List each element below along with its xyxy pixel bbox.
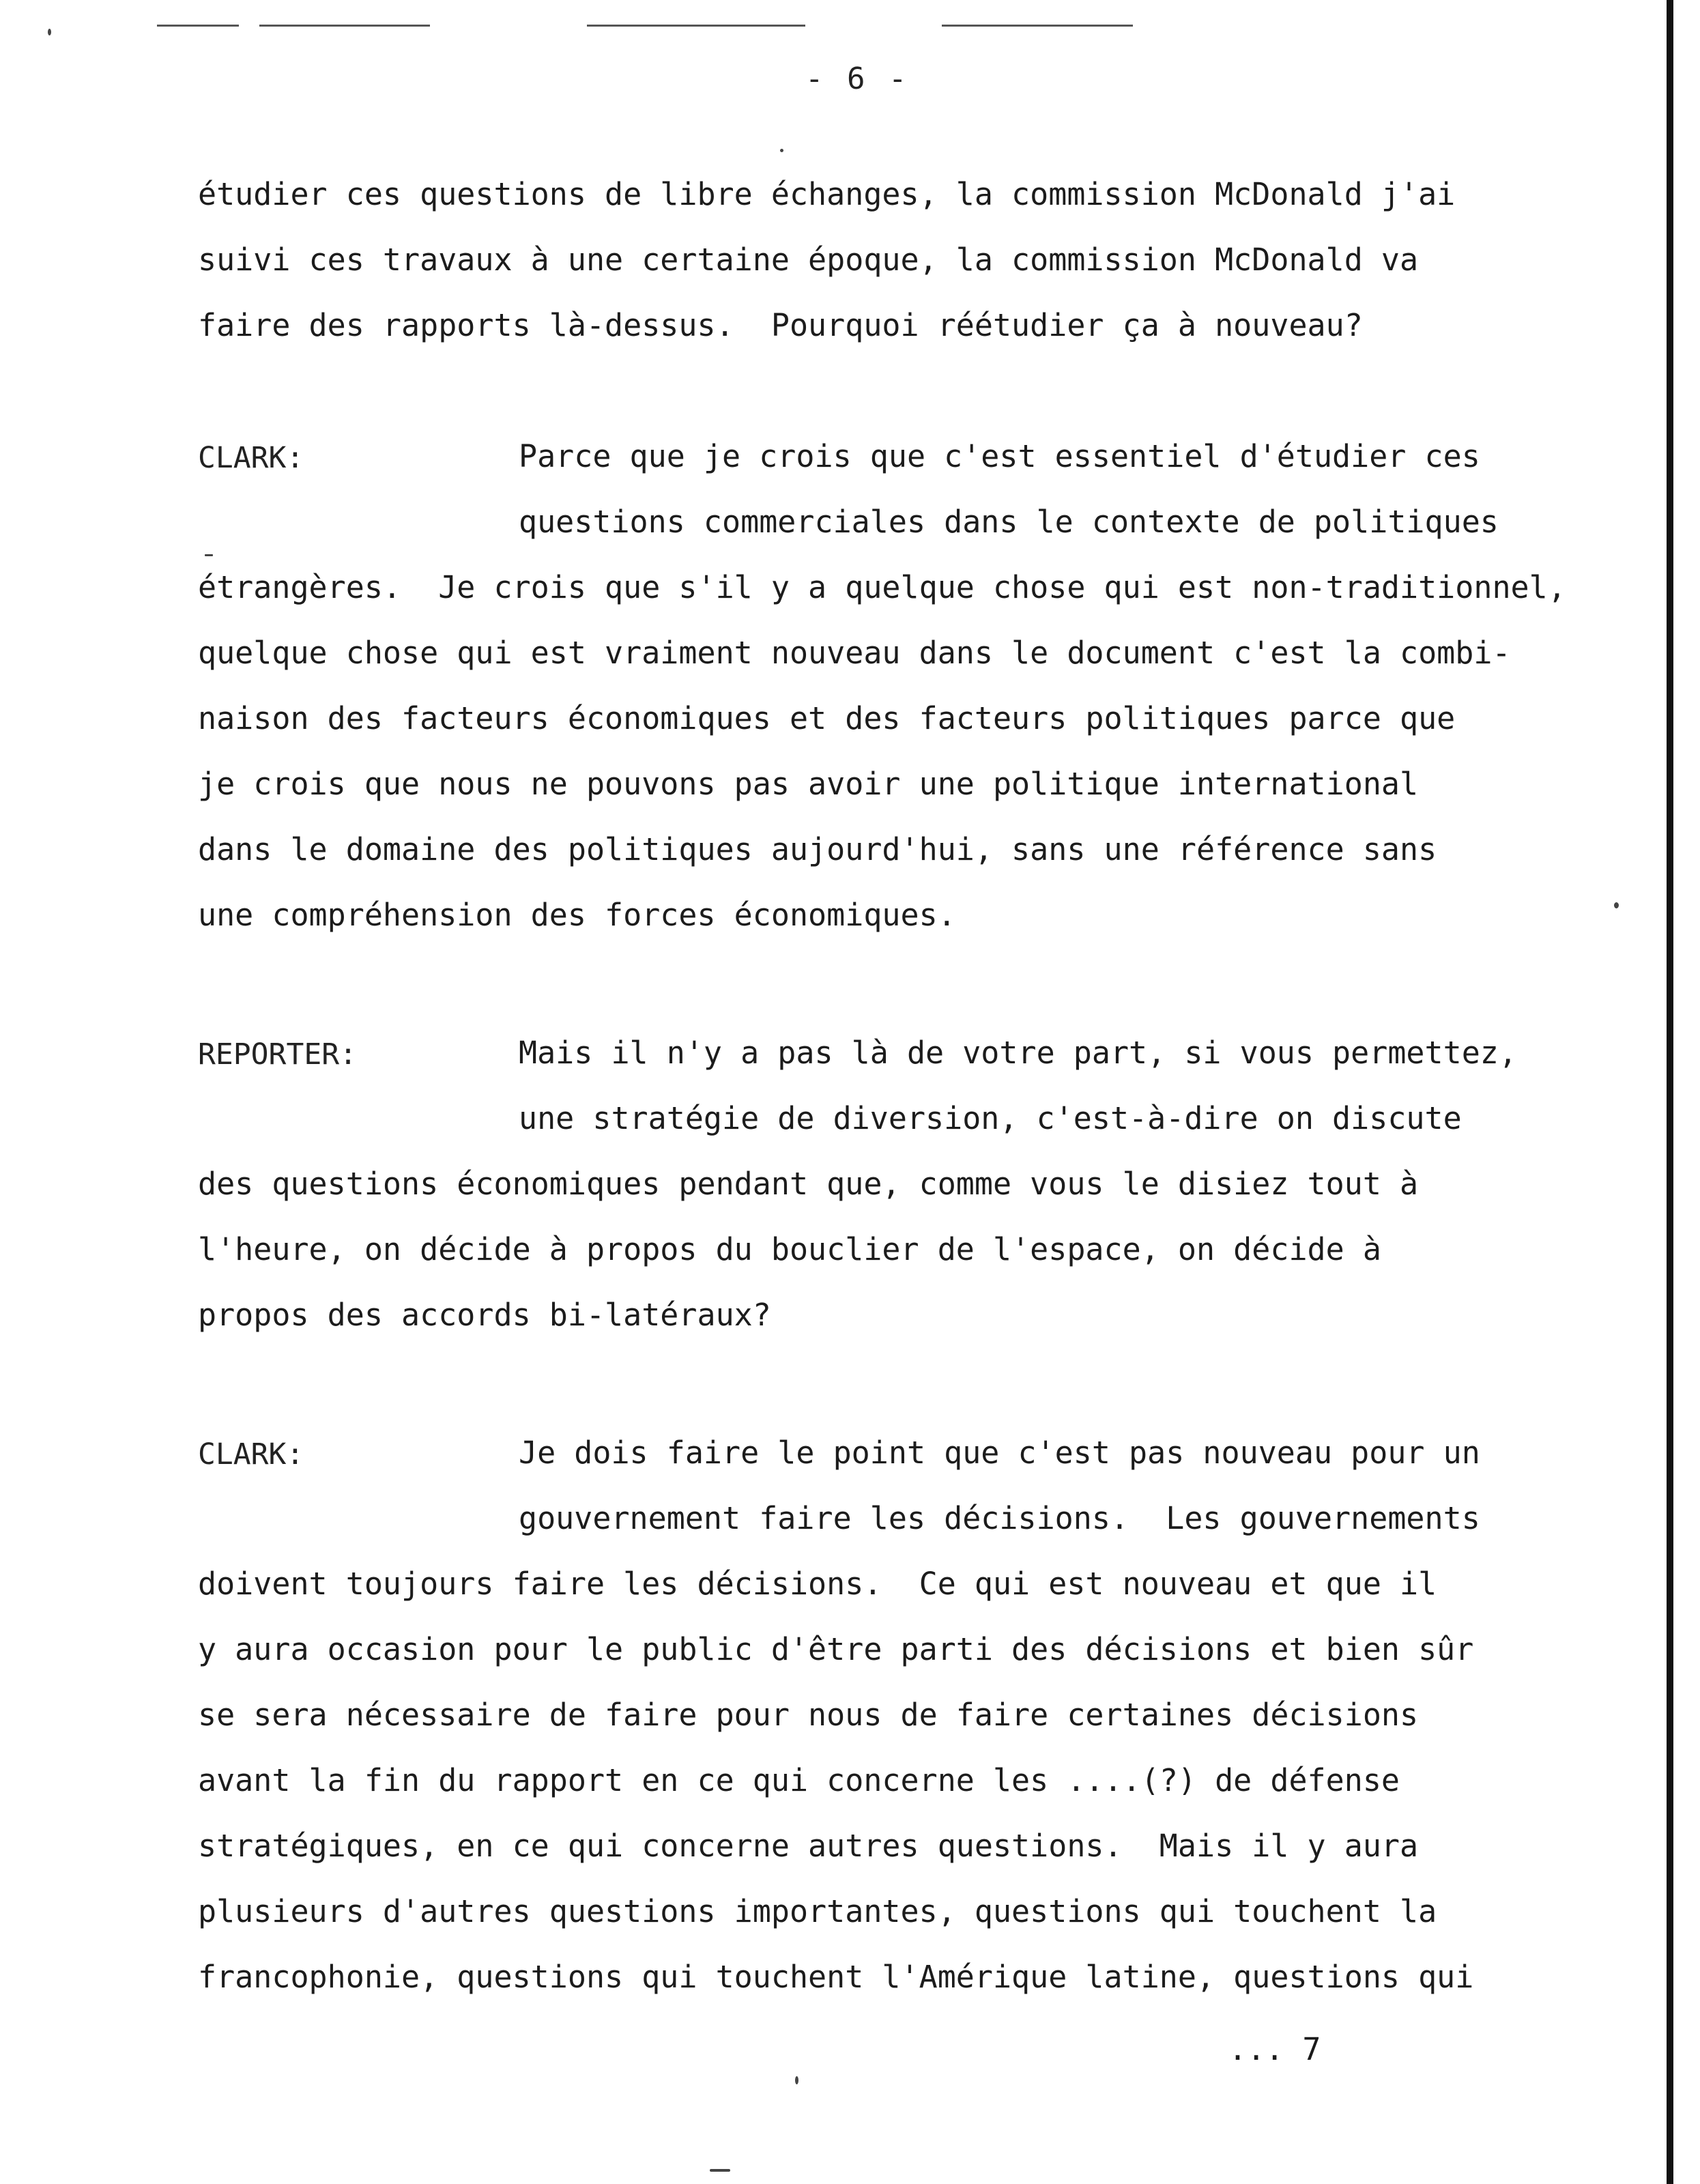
scan-speck	[795, 2076, 798, 2084]
scan-speck	[710, 2169, 730, 2172]
body-line: l'heure, on décide à propos du bouclier de l'espace, on décide à	[198, 1231, 1381, 1267]
speaker-label: REPORTER:	[198, 1037, 357, 1072]
body-line: une stratégie de diversion, c'est-à-dire on discute	[519, 1100, 1462, 1136]
body-line: Parce que je crois que c'est essentiel d'étudier ces	[519, 438, 1480, 474]
body-line: étrangères. Je crois que s'il y a quelque chose qui est non-traditionnel,	[198, 569, 1566, 605]
page-number: - 6 -	[805, 61, 910, 96]
body-line: gouvernement faire les décisions. Les gouvernements	[519, 1500, 1480, 1536]
body-line: propos des accords bi-latéraux?	[198, 1297, 771, 1333]
body-line: doivent toujours faire les décisions. Ce qui est nouveau et que il	[198, 1566, 1437, 1602]
body-line: quelque chose qui est vraiment nouveau dans le document c'est la combi-	[198, 635, 1511, 671]
body-line: suivi ces travaux à une certaine époque, la commission McDonald va	[198, 242, 1419, 278]
body-line: je crois que nous ne pouvons pas avoir une politique international	[198, 766, 1419, 802]
top-rule-segment	[259, 25, 430, 27]
body-line: francophonie, questions qui touchent l'Amérique latine, questions qui	[198, 1959, 1474, 1995]
body-line: se sera nécessaire de faire pour nous de faire certaines décisions	[198, 1697, 1419, 1733]
body-line: Mais il n'y a pas là de votre part, si vous permettez,	[519, 1035, 1517, 1071]
top-rule-segment	[157, 25, 239, 27]
body-line: une compréhension des forces économiques.	[198, 897, 956, 933]
scan-speck	[205, 554, 213, 556]
page-edge-border	[1667, 0, 1673, 2184]
body-line: stratégiques, en ce qui concerne autres questions. Mais il y aura	[198, 1828, 1419, 1864]
body-line: y aura occasion pour le public d'être parti des décisions et bien sûr	[198, 1631, 1474, 1667]
body-line: naison des facteurs économiques et des facteurs politiques parce que	[198, 700, 1456, 736]
body-line: Je dois faire le point que c'est pas nouveau pour un	[519, 1435, 1480, 1471]
body-line: dans le domaine des politiques aujourd'hui, sans une référence sans	[198, 831, 1437, 867]
scan-speck	[1614, 902, 1619, 908]
scan-speck	[48, 29, 51, 35]
body-line: étudier ces questions de libre échanges, la commission McDonald j'ai	[198, 176, 1456, 212]
body-line: faire des rapports là-dessus. Pourquoi réétudier ça à nouveau?	[198, 307, 1363, 343]
speaker-label: CLARK:	[198, 1437, 304, 1471]
speaker-label: CLARK:	[198, 441, 304, 475]
scan-speck	[780, 149, 783, 152]
top-rule-segment	[942, 25, 1133, 27]
body-line: des questions économiques pendant que, comme vous le disiez tout à	[198, 1166, 1419, 1202]
body-line: plusieurs d'autres questions importantes, questions qui touchent la	[198, 1893, 1437, 1929]
top-rule-segment	[587, 25, 805, 27]
body-line: avant la fin du rapport en ce qui concerne les ....(?) de défense	[198, 1762, 1400, 1798]
continuation-marker: ... 7	[1228, 2031, 1321, 2067]
body-line: questions commerciales dans le contexte de politiques	[519, 504, 1499, 540]
